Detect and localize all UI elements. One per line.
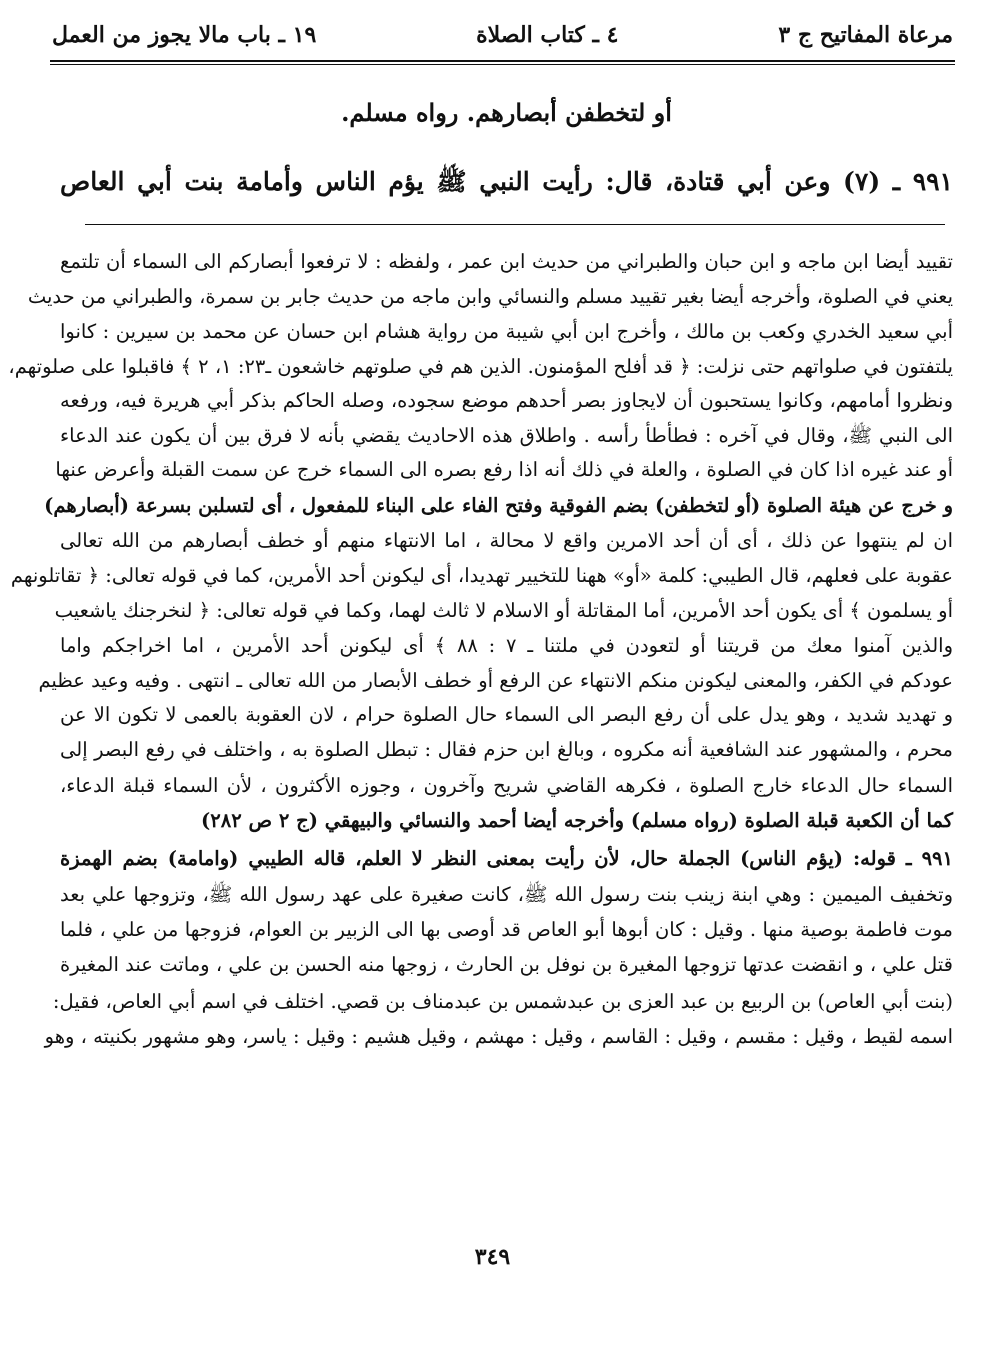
header-chapter: ٤ ـ كتاب الصلاة [476,22,619,48]
hadith-text-line: أو لتخطفن أبصارهم. رواه مسلم. [341,98,672,127]
page-number: ٣٤٩ [474,1244,511,1270]
commentary-line: ونظروا أمامهم، وكانوا يستحبون أن لايجاوز بصر أحدهم موضع سجوده، وصله الحاكم بذكر أبي هريرة فيه، ورفعه [60,389,953,412]
hadith-text-line: ٩٩١ ـ (٧) وعن أبي قتادة، قال: رأيت النبي ﷺ يؤم الناس وأمامة بنت أبي العاص [60,167,953,196]
running-header [52,18,953,52]
commentary-line: و خرج عن هيئة الصلوة (أو لتخطفن) بضم الفوقية وفتح الفاء على البناء للمفعول ، أى لتسلبن بسرعة (أبصارهم) [44,494,953,517]
commentary-line: عقوبة على فعلهم، قال الطيبي: كلمة «أو» ههنا للتخيير تهديدا، أى ليكونن أحد الأمرين، كما في قوله تعالى: ﴿ تقاتلونهم [10,564,953,587]
commentary-line: الى النبي ﷺ، وقال في آخره : فطأطأ رأسه . واطلاق هذه الاحاديث يقضي بأنه لا فرق بين أن يكون عند الدعاء [60,424,953,447]
commentary-line: اسمه لقيط ، وقيل : مقسم ، وقيل : القاسم ، وقيل : مهشم ، وقيل هشيم : وقيل : ياسر، وهو مشهور بكنيته ، وهو [44,1025,953,1048]
commentary-line: قتل علي ، و انقضت عدتها تزوجها المغيرة بن نوفل بن الحارث ، زوجها منه الحسن بن علي ، وماتت عند المغيرة [60,953,953,976]
header-book-title: مرعاة المفاتيح ج ٣ [778,22,953,48]
commentary-line: كما أن الكعبة قبلة الصلوة (رواه مسلم) وأخرجه أيضا أحمد والنسائي والبيهقي (ج ٢ ص ٢٨٢) [201,809,953,832]
commentary-line: موت فاطمة بوصية منها . وقيل : كان أبوها أبو العاص قد أوصى بها الى الزبير بن العوام، فزوجها من علي ، فلما [60,918,953,941]
commentary-line: أبي سعيد الخدري وكعب بن مالك ، وأخرج ابن أبي شيبة من رواية هشام ابن حسان عن محمد بن سيرين : كانوا [60,320,953,343]
header-section: ١٩ ـ باب مالا يجوز من العمل [52,22,317,48]
commentary-line: (بنت أبي العاص) بن الربيع بن عبد العزى بن عبدشمس بن عبدمناف بن قصي. اختلف في اسم أبي العاص، فقيل: [52,990,953,1013]
header-rule [50,60,955,62]
commentary-line: ان لم ينتهوا عن ذلك ، أى أن أحد الامرين واقع لا محالة ، اما الانتهاء منهم أو خطف أبصارهم من الله تعالى [60,529,953,552]
commentary-line: عودكم في الكفر، والمعنى ليكونن منكم الانتهاء عن الرفع أو خطف الأبصار من الله تعالى ـ انتهى . وفيه وعيد عظيم [38,669,953,692]
section-divider [85,224,945,225]
header-rule-thin [50,64,955,65]
commentary-line: يلتفتون في صلواتهم حتى نزلت: ﴿ قد أفلح المؤمنون. الذين هم في صلوتهم خاشعون ـ٢٣: ١، ٢ ﴾ فاقبلوا على صلوتهم، [8,355,953,378]
commentary-line: و تهديد شديد ، وهو يدل على أن رفع البصر الى السماء حال الصلوة حرام ، لان العقوبة بالعمى لا تكون الا عن [60,703,953,726]
commentary-line: السماء حال الدعاء خارج الصلوة ، فكرهه القاضي شريح وآخرون ، وجوزه الأكثرون ، لأن السماء قبلة الدعاء، [60,774,953,797]
commentary-line: وتخفيف الميمين : وهي ابنة زينب بنت رسول الله ﷺ، كانت صغيرة على عهد رسول الله ﷺ، وتزوجها علي بعد [60,883,953,906]
commentary-line: أو عند غيره اذا كان في الصلوة ، والعلة في ذلك أنه اذا رفع بصره الى السماء خرج عن سمت القبلة وأعرض عنها [55,458,953,481]
commentary-line: ٩٩١ ـ قوله: (يؤم الناس) الجملة حال، لأن رأيت بمعنى النظر لا العلم، قاله الطيبي (وامامة) بضم الهمزة [60,847,953,870]
commentary-line: محرم ، والمشهور عند الشافعية أنه مكروه ، وبالغ ابن حزم فقال : تبطل الصلوة به ، واختلف في رفع البصر إلى [60,738,953,761]
commentary-line: يعني في الصلوة، وأخرجه أيضا بغير تقييد مسلم والنسائي وابن ماجه من حديث جابر بن سمرة، والطبراني من حديث [27,285,953,308]
commentary-line: تقييد أيضا ابن ماجه و ابن حبان والطبراني من حديث ابن عمر ، ولفظه : لا ترفعوا أبصاركم الى السماء أن تلتمع [60,250,953,273]
commentary-line: أو يسلمون ﴾ أى يكون أحد الأمرين، أما المقاتلة أو الاسلام لا ثالث لهما، وكما في قوله تعالى: ﴿ لنخرجنك ياشعيب [54,599,953,622]
commentary-line: والذين آمنوا معك من قريتنا أو لتعودن في ملتنا ـ ٧ : ٨٨ ﴾ أى ليكونن أحد الأمرين ، اما اخراجكم واما [60,634,954,657]
